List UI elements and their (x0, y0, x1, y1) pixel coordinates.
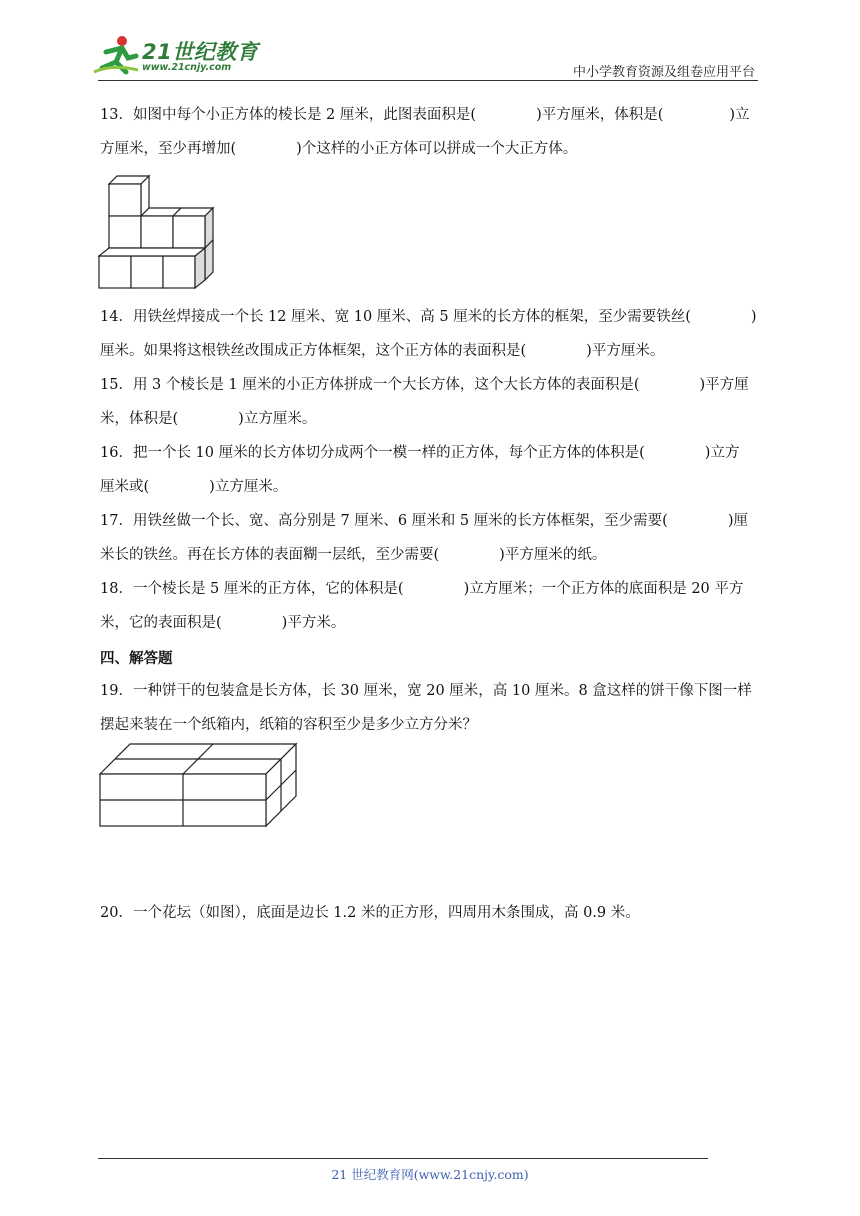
header-divider (98, 80, 758, 81)
question-13-line-1: 13．如图中每个小正方体的棱长是 2 厘米，此图表面积是( )平方厘米，体积是( )立 (100, 107, 750, 123)
question-19-line-2: 摆起来装在一个纸箱内，纸箱的容积至少是多少立方分米？ (100, 717, 477, 733)
question-15-line-1: 15．用 3 个棱长是 1 厘米的小正方体拼成一个大长方体，这个大长方体的表面积是( )平方厘 (100, 377, 749, 393)
question-17-line-2: 米长的铁丝。再在长方体的表面糊一层纸，至少需要( )平方厘米的纸。 (100, 547, 607, 563)
question-16-line-1: 16．把一个长 10 厘米的长方体切分成两个一模一样的正方体，每个正方体的体积是( )立方 (100, 445, 740, 461)
question-16-line-2: 厘米或( )立方厘米。 (100, 479, 288, 495)
question-19-line-1: 19．一种饼干的包装盒是长方体，长 30 厘米，宽 20 厘米，高 10 厘米。8 盒这样的饼干像下图一样 (100, 683, 752, 699)
question-13-line-2: 方厘米，至少再增加( )个这样的小正方体可以拼成一个大正方体。 (100, 141, 578, 157)
runner-logo-icon (92, 34, 140, 76)
footer-divider (98, 1158, 708, 1159)
question-15-line-2: 米，体积是( )立方厘米。 (100, 411, 317, 427)
question-20-line-1: 20．一个花坛（如图），底面是边长 1.2 米的正方形，四周用木条围成，高 0.9 米。 (100, 905, 640, 921)
footer-text[interactable]: 21 世纪教育网(www.21cnjy.com) (331, 1167, 529, 1182)
section-heading: 四、解答题 (100, 650, 173, 667)
question-14-line-1: 14．用铁丝焊接成一个长 12 厘米、宽 10 厘米、高 5 厘米的长方体的框架，至少需要铁丝( ) (100, 309, 757, 325)
platform-label: 中小学教育资源及组卷应用平台 (572, 65, 755, 80)
cube-stack-figure (96, 172, 220, 292)
box-stack-figure (96, 740, 302, 832)
question-18-line-2: 米，它的表面积是( )平方米。 (100, 615, 346, 631)
question-17-line-1: 17．用铁丝做一个长、宽、高分别是 7 厘米、6 厘米和 5 厘米的长方体框架，至少需要( )厘 (100, 513, 748, 529)
question-18-line-1: 18．一个棱长是 5 厘米的正方体，它的体积是( )立方厘米；一个正方体的底面积是 20 平方 (100, 581, 744, 597)
logo-text: 21世纪教育 (142, 40, 259, 64)
question-14-line-2: 厘米。如果将这根铁丝改围成正方体框架，这个正方体的表面积是( )平方厘米。 (100, 343, 665, 359)
logo-url: www.21cnjy.com (142, 62, 232, 73)
page-header (0, 0, 860, 82)
logo (92, 34, 262, 78)
